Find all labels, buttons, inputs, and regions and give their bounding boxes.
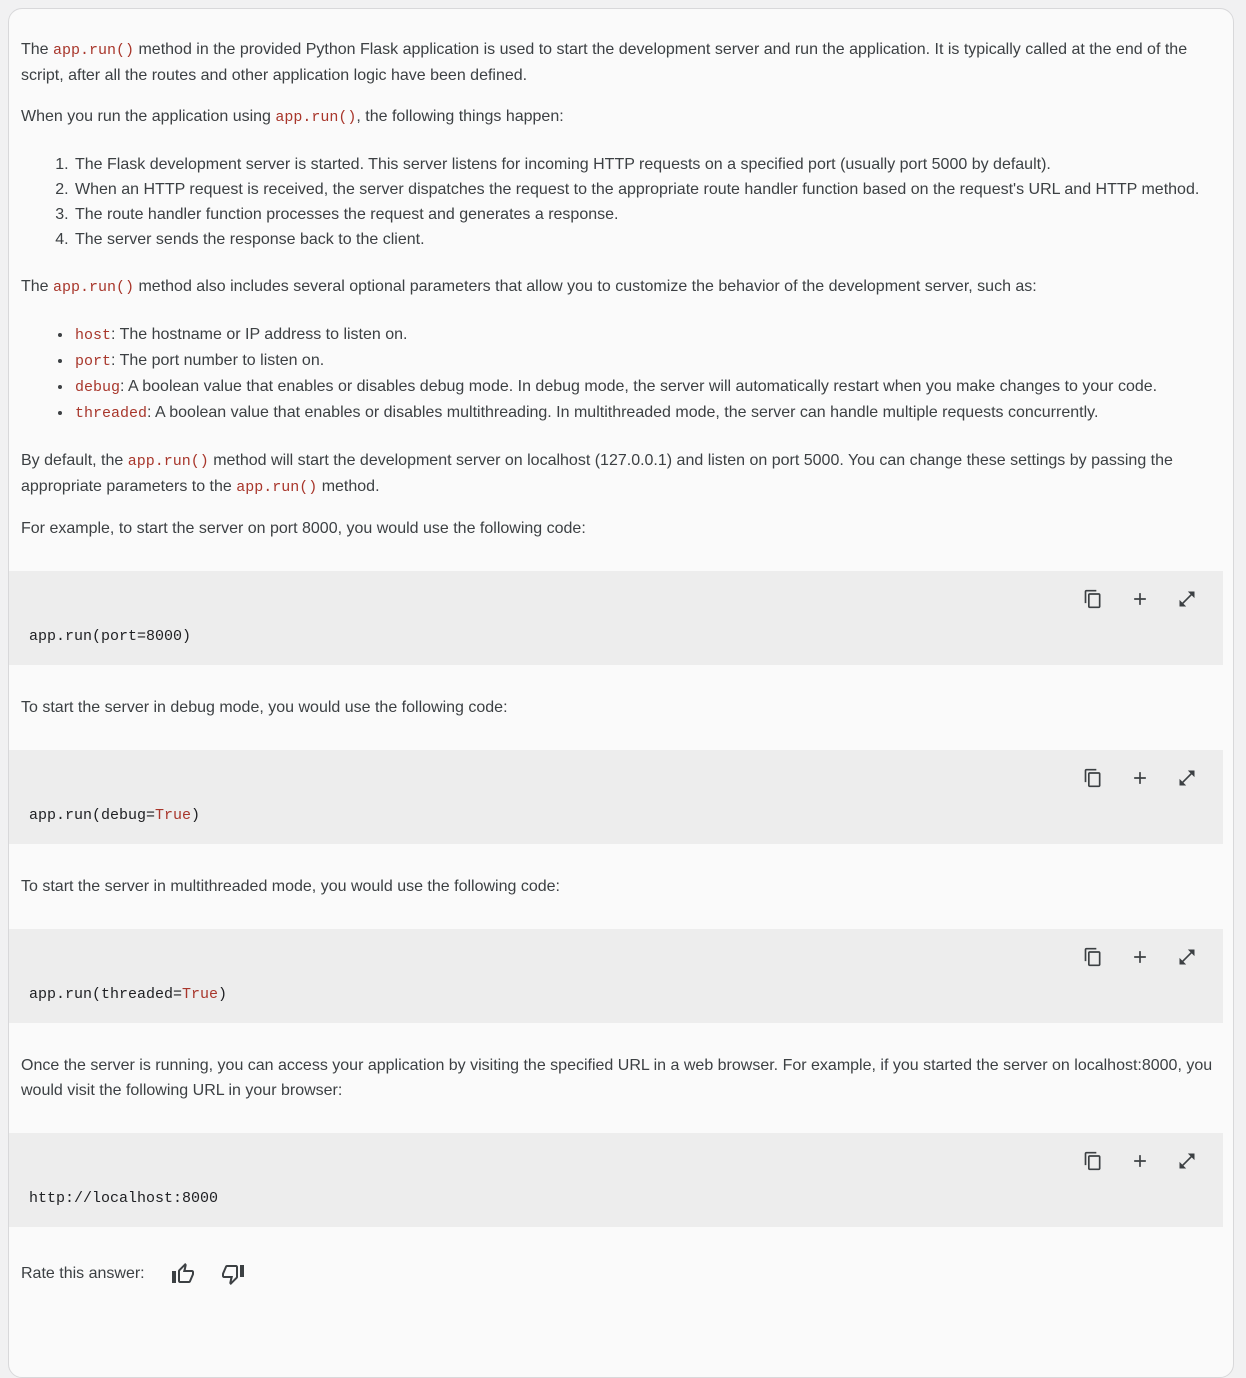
code-token: http://localhost:8000 — [29, 1190, 219, 1207]
text-segment: When you run the application using — [21, 108, 276, 125]
copy-icon — [1083, 589, 1103, 609]
code-token: ) — [191, 807, 201, 824]
expand-button[interactable] — [1177, 768, 1197, 788]
paragraph — [21, 104, 1221, 130]
inline-code: app.run() — [127, 453, 209, 470]
thumb-up-icon — [171, 1262, 195, 1286]
code-text — [9, 984, 1223, 1005]
list-item — [73, 374, 1221, 400]
code-toolbar — [9, 947, 1223, 967]
list-item — [73, 202, 1221, 227]
text-segment: When an HTTP request is received, the server dispatches the request to the appropriate route handler function based on the request's URL and HTTP method. — [75, 181, 1200, 198]
code-block — [9, 750, 1223, 844]
text-segment: method. — [317, 478, 380, 495]
code-text — [9, 805, 1223, 826]
text-segment: The — [21, 41, 54, 58]
expand-button[interactable] — [1177, 947, 1197, 967]
text-segment: Once the server is running, you can access your application by visiting the specified URL in a web browser. For example, if you started the server on localhost:8000, you would visit the following URL in your browser: — [21, 1057, 1213, 1099]
add-button[interactable] — [1130, 768, 1150, 788]
code-keyword: True — [155, 807, 192, 824]
code-block — [9, 571, 1223, 665]
expand-button[interactable] — [1177, 1151, 1197, 1171]
copy-icon — [1083, 947, 1103, 967]
add-icon — [1130, 947, 1150, 967]
code-toolbar — [9, 768, 1223, 788]
paragraph — [21, 37, 1221, 88]
add-button[interactable] — [1130, 947, 1150, 967]
add-icon — [1130, 768, 1150, 788]
text-segment: method will start the development server on localhost (127.0.0.1) and listen on port 5000. You can change these settings by passing the appropriate parameters to the — [21, 452, 1173, 495]
text-segment: : The hostname or IP address to listen on. — [111, 326, 408, 343]
text-segment: The Flask development server is started. This server listens for incoming HTTP requests on a specified port (usually port 5000 by default). — [75, 156, 1051, 173]
list-item — [73, 152, 1221, 177]
add-button[interactable] — [1130, 589, 1150, 609]
text-segment: To start the server in debug mode, you would use the following code: — [21, 699, 508, 716]
thumb-down-icon — [221, 1262, 245, 1286]
numbered-list — [21, 152, 1221, 252]
code-toolbar — [9, 589, 1223, 609]
text-segment: The — [21, 278, 54, 295]
code-token: app.run(threaded= — [29, 986, 183, 1003]
inline-code: app.run() — [53, 42, 135, 59]
rate-answer-row — [21, 1261, 1221, 1286]
inline-code: app.run() — [275, 109, 357, 126]
answer-card — [8, 8, 1234, 1378]
list-item — [73, 400, 1221, 426]
copy-button[interactable] — [1083, 768, 1103, 788]
list-item — [73, 322, 1221, 348]
add-icon — [1130, 1151, 1150, 1171]
paragraph — [21, 695, 1221, 720]
code-block — [9, 1133, 1223, 1227]
copy-icon — [1083, 1151, 1103, 1171]
copy-icon — [1083, 768, 1103, 788]
text-segment: : The port number to listen on. — [111, 352, 325, 369]
text-segment: For example, to start the server on port 8000, you would use the following code: — [21, 520, 586, 537]
inline-code: app.run() — [236, 479, 318, 496]
rate-label: Rate this answer: — [21, 1265, 145, 1282]
code-token: app.run(port=8000) — [29, 628, 192, 645]
text-segment: , the following things happen: — [356, 108, 564, 125]
inline-code: app.run() — [53, 279, 135, 296]
code-token: app.run(debug= — [29, 807, 156, 824]
text-segment: : A boolean value that enables or disables multithreading. In multithreaded mode, the server can handle multiple requests concurrently. — [147, 404, 1099, 421]
paragraph — [21, 448, 1221, 500]
bulleted-list — [21, 322, 1221, 426]
paragraph — [21, 274, 1221, 300]
expand-icon — [1177, 589, 1197, 609]
list-item — [73, 227, 1221, 252]
code-token: ) — [218, 986, 228, 1003]
inline-code: port — [75, 353, 112, 370]
text-segment: The server sends the response back to the client. — [75, 231, 425, 248]
text-segment: By default, the — [21, 452, 128, 469]
code-text — [9, 626, 1223, 647]
list-item — [73, 348, 1221, 374]
text-segment: The route handler function processes the request and generates a response. — [75, 206, 619, 223]
add-icon — [1130, 589, 1150, 609]
inline-code: host — [75, 327, 112, 344]
expand-icon — [1177, 1151, 1197, 1171]
answer-content — [9, 37, 1233, 1227]
add-button[interactable] — [1130, 1151, 1150, 1171]
text-segment: To start the server in multithreaded mode, you would use the following code: — [21, 878, 560, 895]
code-toolbar — [9, 1151, 1223, 1171]
code-text — [9, 1188, 1223, 1209]
expand-button[interactable] — [1177, 589, 1197, 609]
inline-code: debug — [75, 379, 121, 396]
paragraph — [21, 516, 1221, 541]
thumb-down-button[interactable] — [221, 1262, 245, 1286]
text-segment: method in the provided Python Flask application is used to start the development server and run the application. It is typically called at the end of the script, after all the routes and other application logic have been defined. — [21, 41, 1188, 84]
list-item — [73, 177, 1221, 202]
paragraph — [21, 874, 1221, 899]
expand-icon — [1177, 768, 1197, 788]
expand-icon — [1177, 947, 1197, 967]
code-block — [9, 929, 1223, 1023]
text-segment: method also includes several optional parameters that allow you to customize the behavior of the development server, such as: — [134, 278, 1037, 295]
code-keyword: True — [182, 986, 219, 1003]
paragraph — [21, 1053, 1221, 1103]
inline-code: threaded — [75, 405, 148, 422]
copy-button[interactable] — [1083, 1151, 1103, 1171]
text-segment: : A boolean value that enables or disables debug mode. In debug mode, the server will automatically restart when you make changes to your code. — [120, 378, 1158, 395]
copy-button[interactable] — [1083, 589, 1103, 609]
copy-button[interactable] — [1083, 947, 1103, 967]
thumb-up-button[interactable] — [171, 1262, 195, 1286]
